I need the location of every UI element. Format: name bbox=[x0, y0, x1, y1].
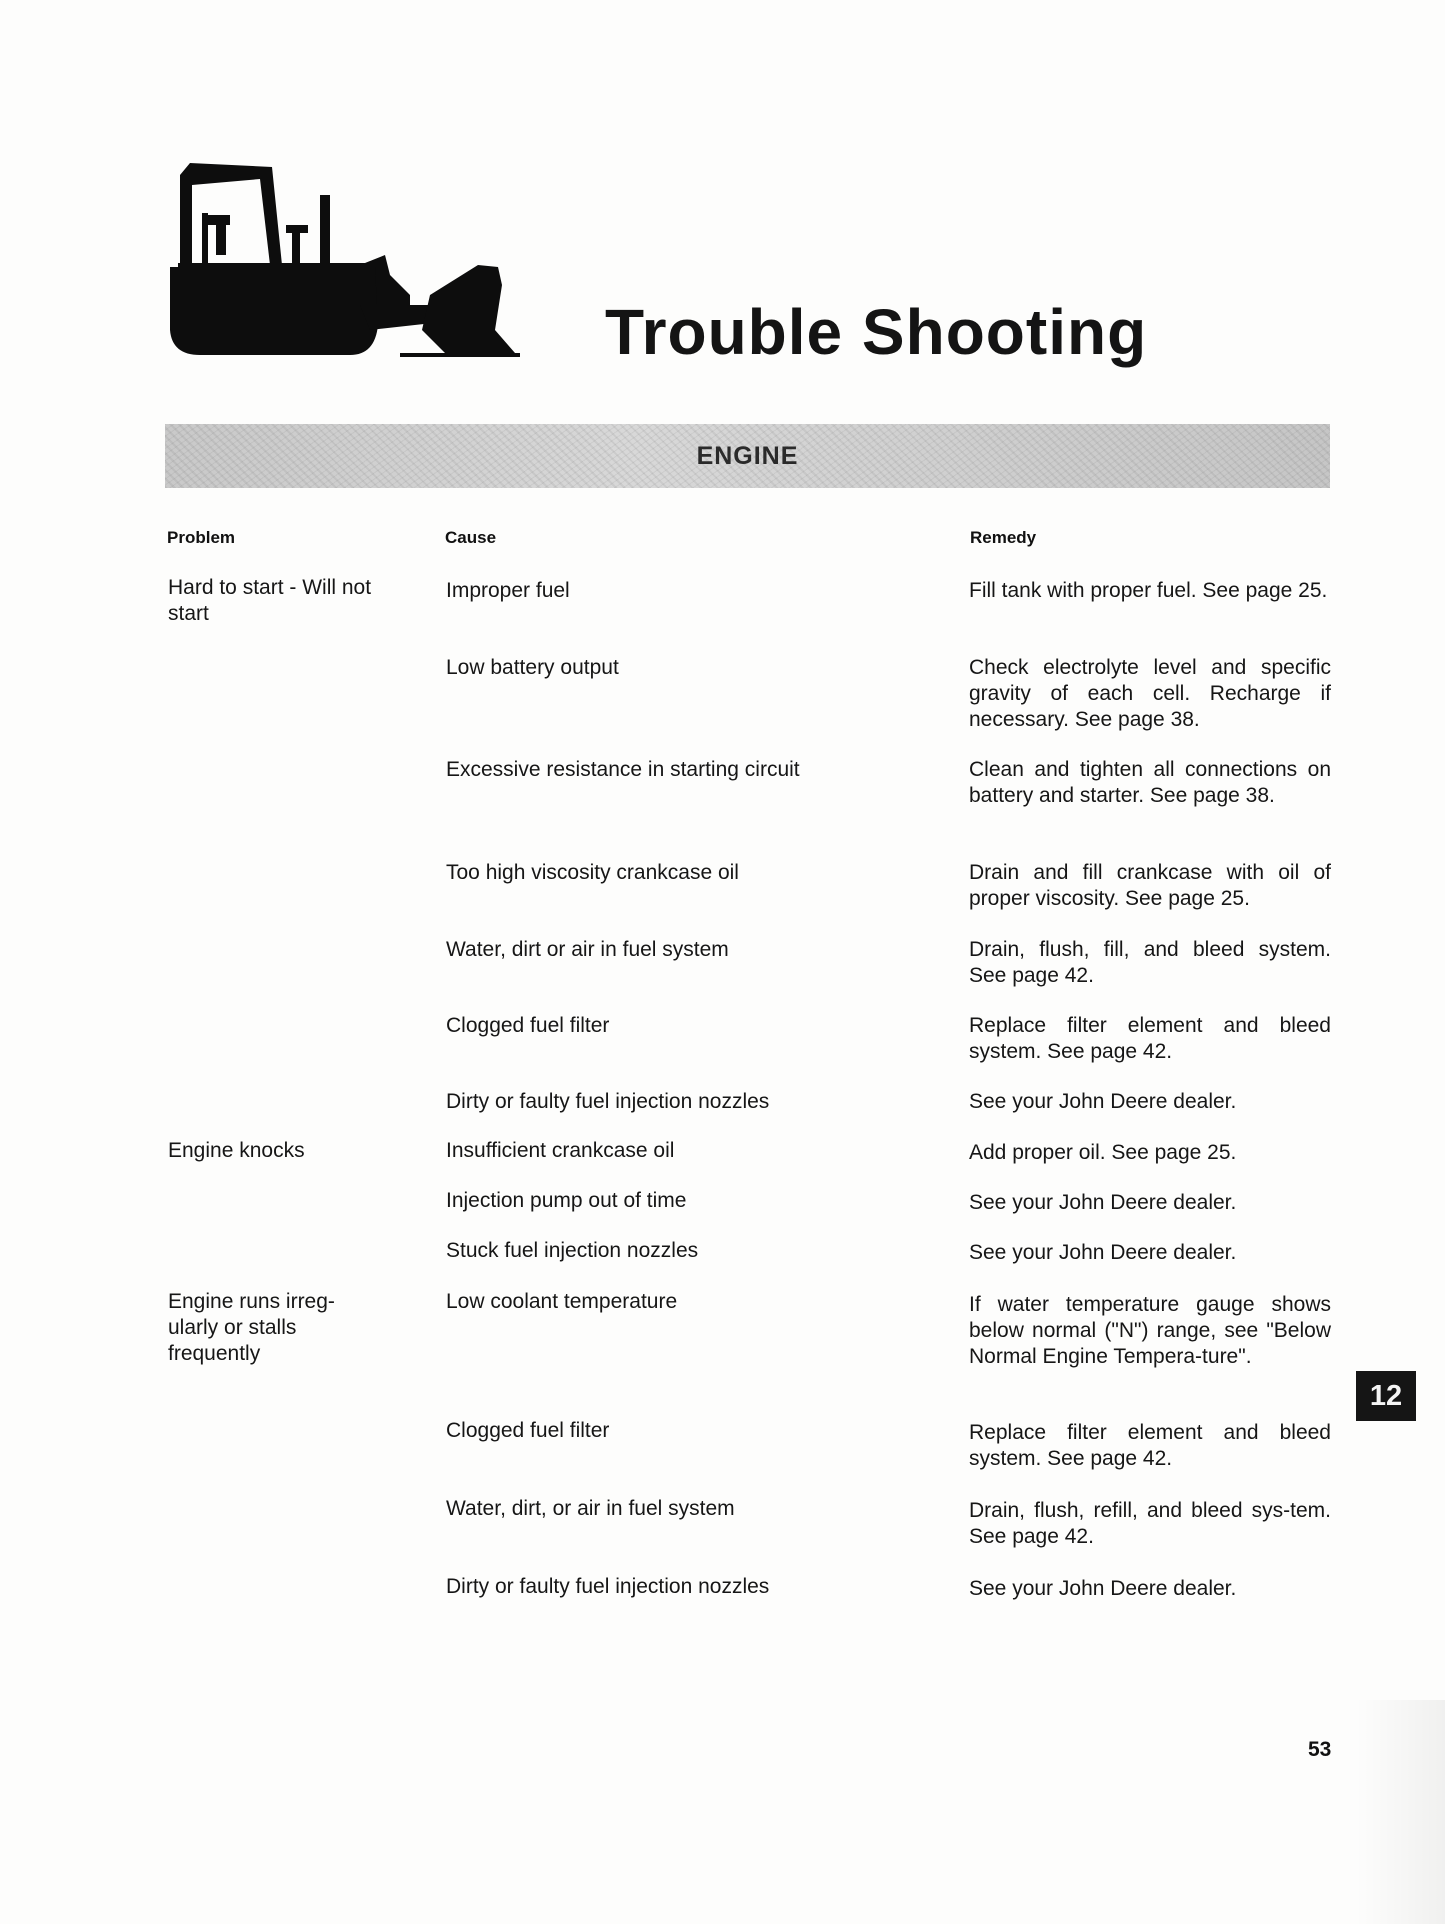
cause-cell: Dirty or faulty fuel injection nozzles bbox=[446, 1575, 770, 1598]
cause-cell: Insufficient crankcase oil bbox=[446, 1139, 675, 1162]
cause-cell: Too high viscosity crankcase oil bbox=[446, 861, 739, 884]
remedy-cell: Drain, flush, fill, and bleed system. See page 42. bbox=[969, 938, 1331, 987]
remedy-cell: See your John Deere dealer. bbox=[969, 1191, 1237, 1214]
problem-runs-irregularly: Engine runs irreg-ularly or stalls frequently bbox=[168, 1290, 335, 1365]
problem-hard-to-start: Hard to start - Will not start bbox=[168, 576, 372, 625]
remedy-cell: Drain, flush, refill, and bleed sys-tem. See page 42. bbox=[969, 1499, 1331, 1548]
cause-cell: Injection pump out of time bbox=[446, 1189, 687, 1212]
remedy-cell: See your John Deere dealer. bbox=[969, 1241, 1237, 1264]
page-edge-shadow bbox=[1355, 1700, 1445, 1924]
remedy-cell: If water temperature gauge shows below normal ("N") range, see "Below Normal Engine Tempera-ture". bbox=[969, 1293, 1331, 1368]
cause-cell: Low battery output bbox=[446, 656, 619, 679]
cause-cell: Low coolant temperature bbox=[446, 1290, 678, 1313]
cause-cell: Stuck fuel injection nozzles bbox=[446, 1239, 699, 1262]
cause-cell: Dirty or faulty fuel injection nozzles bbox=[446, 1090, 770, 1113]
column-header-remedy: Remedy bbox=[970, 528, 1037, 547]
page-title: Trouble Shooting bbox=[605, 296, 1148, 368]
remedy-cell: Fill tank with proper fuel. See page 25. bbox=[969, 579, 1328, 602]
remedy-cell: Replace filter element and bleed system. See page 42. bbox=[969, 1014, 1331, 1063]
remedy-cell: Check electrolyte level and specific gravity of each cell. Recharge if necessary. See page 38. bbox=[969, 656, 1331, 731]
section-tab: 12 bbox=[1356, 1371, 1416, 1421]
cause-cell: Clogged fuel filter bbox=[446, 1014, 610, 1037]
cause-cell: Excessive resistance in starting circuit bbox=[446, 758, 800, 781]
cause-cell: Clogged fuel filter bbox=[446, 1419, 610, 1442]
page-number: 53 bbox=[1308, 1738, 1332, 1761]
cause-cell: Improper fuel bbox=[446, 579, 570, 602]
cause-cell: Water, dirt, or air in fuel system bbox=[446, 1497, 735, 1520]
remedy-cell: See your John Deere dealer. bbox=[969, 1090, 1237, 1113]
cause-cell: Water, dirt or air in fuel system bbox=[446, 938, 729, 961]
section-banner bbox=[165, 424, 1330, 488]
remedy-cell: Drain and fill crankcase with oil of proper viscosity. See page 25. bbox=[969, 861, 1331, 910]
remedy-cell: See your John Deere dealer. bbox=[969, 1577, 1237, 1600]
problem-engine-knocks: Engine knocks bbox=[168, 1139, 305, 1162]
crawler-loader-icon bbox=[160, 155, 530, 365]
column-header-problem: Problem bbox=[167, 528, 236, 547]
remedy-cell: Clean and tighten all connections on battery and starter. See page 38. bbox=[969, 758, 1331, 807]
remedy-cell: Replace filter element and bleed system. See page 42. bbox=[969, 1421, 1331, 1470]
remedy-cell: Add proper oil. See page 25. bbox=[969, 1141, 1237, 1164]
section-label: ENGINE bbox=[696, 442, 799, 470]
column-header-cause: Cause bbox=[445, 528, 497, 547]
